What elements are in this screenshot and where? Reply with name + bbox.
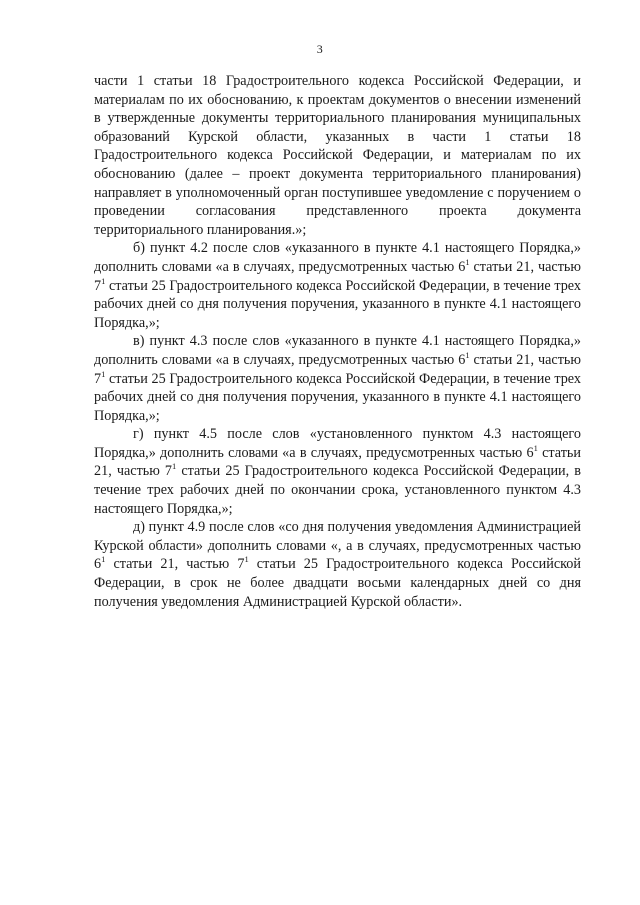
paragraph-intro	[94, 72, 581, 239]
text-segment: статьи 25 Градостроительного кодекса Российской Федерации, в течение трех рабочих дней со дня получения поручения, указанного в пункте 4.1 настоящего Порядка,»;	[94, 277, 581, 331]
superscript: 1	[465, 349, 470, 360]
text-segment: г) пункт 4.5 после слов «установленного пунктом 4.3 настоящего Порядка,» дополнить словами «а в случаях, предусмотренных частью 6	[94, 426, 581, 461]
text-segment: в) пункт 4.3 после слов «указанного в пункте 4.1 настоящего Порядка,» дополнить словами «а в случаях, предусмотренных частью 6	[94, 333, 581, 368]
paragraph-item-b	[94, 239, 581, 332]
text-segment: статьи 25 Градостроительного кодекса Российской Федерации, в течение трех рабочих дней со дня получения поручения, указанного в пункте 4.1 настоящего Порядка,»;	[94, 370, 581, 424]
text-segment: статьи 21, частью 7	[94, 258, 581, 294]
paragraph-item-v	[94, 332, 581, 425]
page-number: 3	[316, 42, 324, 56]
superscript: 1	[101, 368, 106, 379]
superscript: 1	[101, 275, 106, 286]
superscript: 1	[244, 554, 249, 565]
text-segment: статьи 21, частью 7	[94, 351, 581, 387]
text-segment: статьи 25 Градостроительного кодекса Российской Федерации, в течение трех рабочих дней по окончании срока, установленного пунктом 4.3 настоящего Порядка,»;	[94, 463, 581, 517]
text-segment: д) пункт 4.9 после слов «со дня получения уведомления Администрацией Курской области» дополнить словами «, а в случаях, предусмотренных частью 6	[94, 519, 581, 573]
text-segment: статьи 21, частью 7	[105, 556, 245, 573]
superscript: 1	[101, 554, 106, 565]
paragraph-item-d	[94, 518, 581, 611]
text-segment: б) пункт 4.2 после слов «указанного в пункте 4.1 настоящего Порядка,» дополнить словами «а в случаях, предусмотренных частью 6	[94, 240, 581, 275]
text-segment: статьи 25 Градостроительного кодекса Российской Федерации, в срок не более двадцати восьми календарных дней со дня получения уведомления Администрацией Курской области».	[94, 556, 581, 610]
superscript: 1	[172, 461, 177, 472]
paragraph-item-g	[94, 425, 581, 518]
document-body	[94, 72, 581, 611]
superscript: 1	[533, 442, 538, 453]
text-segment: части 1 статьи 18 Градостроительного кодекса Российской Федерации, и материалам по их обоснованию, к проектам документов о внесении изменений в утвержденные документы территориального планирования муниципальных образований Курской области, указанных в части 1 статьи 18 Градостроительного кодекса Российской Федерации, и материалам по их обоснованию (далее – проект документа территориального планирования) направляет в уполномоченный орган поступившее уведомление с поручением о проведении согласования представленного проекта документа территориального планирования.»;	[94, 73, 581, 238]
superscript: 1	[465, 256, 470, 267]
text-segment: статьи 21, частью 7	[94, 444, 581, 480]
